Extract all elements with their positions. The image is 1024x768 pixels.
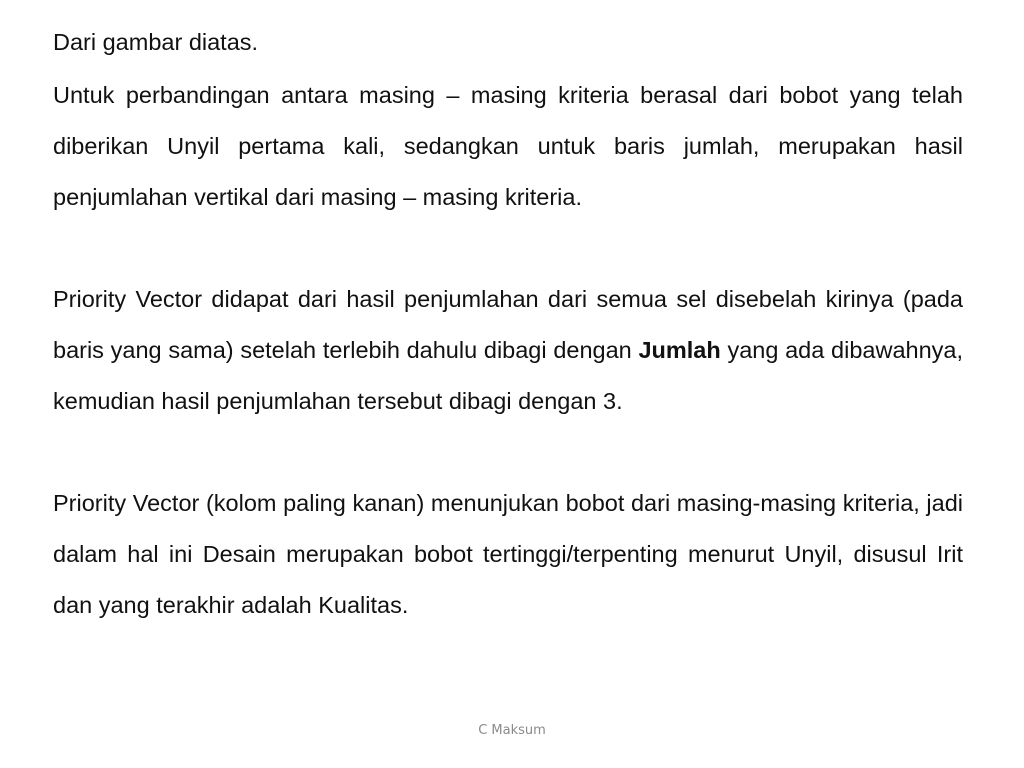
paragraph-text-before-bold: Priority Vector didapat dari hasil penjumlahan dari semua sel disebelah kirinya (pada baris yang sama) setelah terlebih dahulu dibagi dengan [53, 286, 963, 363]
paragraph-comparison: Untuk perbandingan antara masing – masing kriteria berasal dari bobot yang telah diberikan Unyil pertama kali, sedangkan untuk baris jumlah, merupakan hasil penjumlahan vertikal dari masing – masing kriteria. [53, 82, 963, 210]
paragraph-priority-vector-calculation [53, 274, 963, 427]
paragraph-priority-vector-meaning: Priority Vector (kolom paling kanan) menunjukan bobot dari masing-masing kriteria, jadi dalam hal ini Desain merupakan bobot tertinggi/terpenting menurut Unyil, disusul Irit dan yang terakhir adalah Kualitas. [53, 490, 963, 618]
paragraph-text-after-bold: yang ada dibawahnya, kemudian hasil penjumlahan tersebut dibagi dengan 3. [53, 337, 963, 414]
bold-term-jumlah: Jumlah [638, 337, 721, 363]
slide-content [53, 20, 963, 631]
slide-heading: Dari gambar diatas. [53, 29, 259, 55]
footer-author: C Maksum [478, 723, 546, 738]
